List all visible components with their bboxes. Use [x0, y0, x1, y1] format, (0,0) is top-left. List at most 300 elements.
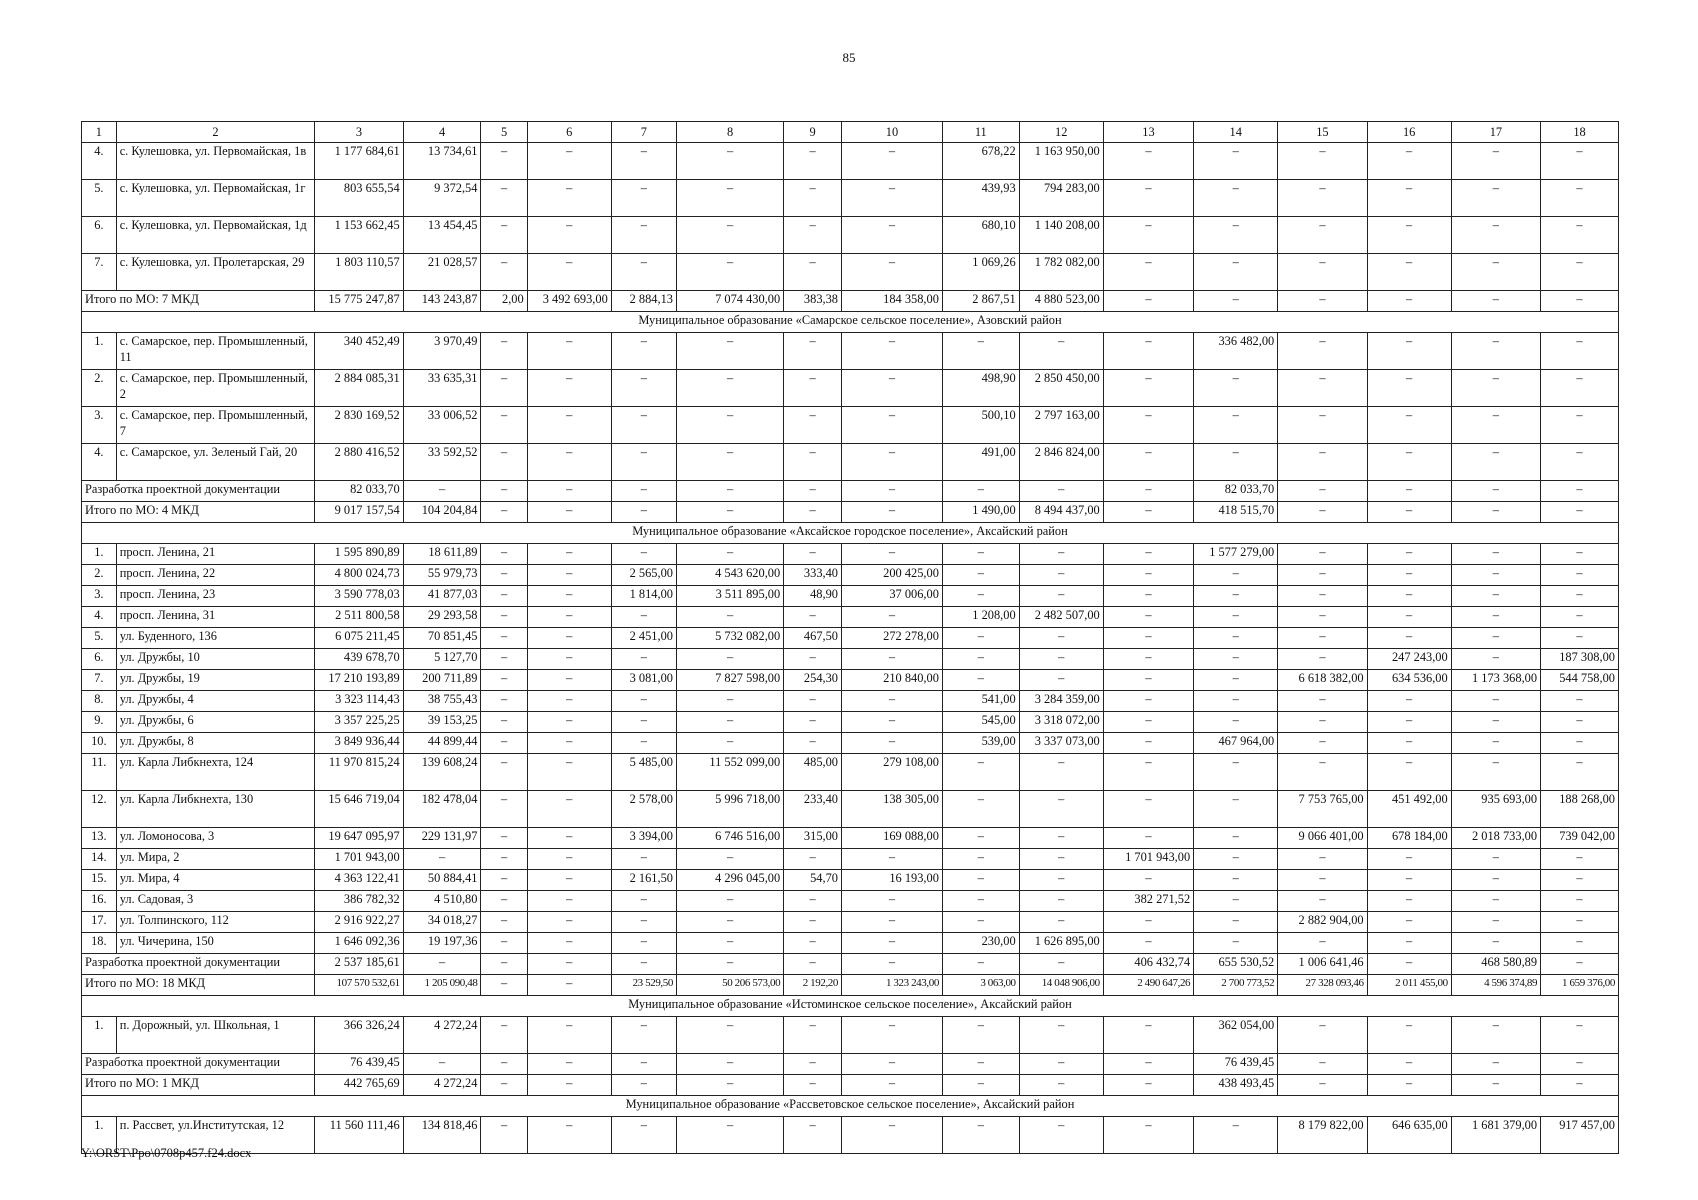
section-header-row: [82, 312, 1619, 333]
value-cell: 139 608,24: [403, 754, 481, 791]
value-cell: –: [1367, 180, 1451, 217]
value-cell: 467 964,00: [1194, 733, 1278, 754]
value-cell: –: [1019, 670, 1103, 691]
section-header-row: [82, 1096, 1619, 1117]
value-cell: –: [842, 649, 943, 670]
value-cell: 54,70: [784, 870, 842, 891]
value-cell: 70 851,45: [403, 628, 481, 649]
address-cell: с. Кулешовка, ул. Первомайская, 1г: [116, 180, 315, 217]
value-cell: –: [481, 254, 527, 291]
address-cell: ул. Садовая, 3: [116, 891, 315, 912]
value-cell: –: [1541, 143, 1619, 180]
value-cell: –: [1194, 912, 1278, 933]
value-cell: –: [611, 217, 676, 254]
value-cell: 386 782,32: [315, 891, 403, 912]
value-cell: –: [527, 1017, 611, 1054]
value-cell: –: [784, 1054, 842, 1075]
value-cell: –: [1278, 733, 1367, 754]
value-cell: –: [676, 933, 783, 954]
table-row: [82, 712, 1619, 733]
value-cell: –: [842, 544, 943, 565]
row-number: 6.: [82, 217, 117, 254]
value-cell: –: [1019, 754, 1103, 791]
value-cell: 143 243,87: [403, 291, 481, 312]
value-cell: 418 515,70: [1194, 502, 1278, 523]
address-cell: с. Кулешовка, ул. Пролетарская, 29: [116, 254, 315, 291]
column-number: 6: [527, 122, 611, 143]
value-cell: –: [1541, 712, 1619, 733]
value-cell: –: [1103, 1017, 1193, 1054]
summary-label: Итого по МО: 18 МКД: [82, 975, 315, 996]
value-cell: –: [1367, 870, 1451, 891]
value-cell: –: [527, 870, 611, 891]
value-cell: –: [481, 444, 527, 481]
table-row: [82, 143, 1619, 180]
value-cell: –: [1278, 481, 1367, 502]
row-number: 1.: [82, 333, 117, 370]
value-cell: –: [481, 586, 527, 607]
address-cell: ул. Дружбы, 4: [116, 691, 315, 712]
value-cell: –: [481, 975, 527, 996]
section-header-row: [82, 996, 1619, 1017]
value-cell: –: [1451, 607, 1540, 628]
value-cell: 366 326,24: [315, 1017, 403, 1054]
value-cell: –: [784, 544, 842, 565]
value-cell: 500,10: [942, 407, 1019, 444]
table-row: [82, 891, 1619, 912]
value-cell: –: [611, 1075, 676, 1096]
value-cell: 33 006,52: [403, 407, 481, 444]
value-cell: –: [1367, 254, 1451, 291]
value-cell: 439,93: [942, 180, 1019, 217]
address-cell: просп. Ленина, 22: [116, 565, 315, 586]
value-cell: –: [481, 217, 527, 254]
value-cell: 247 243,00: [1367, 649, 1451, 670]
value-cell: 541,00: [942, 691, 1019, 712]
value-cell: –: [784, 370, 842, 407]
column-number-row: [82, 122, 1619, 143]
value-cell: –: [1367, 143, 1451, 180]
value-cell: 467,50: [784, 628, 842, 649]
value-cell: –: [676, 370, 783, 407]
value-cell: –: [784, 481, 842, 502]
summary-row: [82, 975, 1619, 996]
value-cell: –: [403, 954, 481, 975]
value-cell: 6 618 382,00: [1278, 670, 1367, 691]
value-cell: 2 884 085,31: [315, 370, 403, 407]
value-cell: 2 578,00: [611, 791, 676, 828]
value-cell: 4 596 374,89: [1451, 975, 1540, 996]
value-cell: –: [1278, 649, 1367, 670]
value-cell: –: [481, 333, 527, 370]
value-cell: –: [481, 954, 527, 975]
value-cell: 2 830 169,52: [315, 407, 403, 444]
value-cell: 39 153,25: [403, 712, 481, 733]
table-row: [82, 754, 1619, 791]
value-cell: 1 208,00: [942, 607, 1019, 628]
value-cell: –: [481, 180, 527, 217]
address-cell: ул. Мира, 4: [116, 870, 315, 891]
table-row: [82, 733, 1619, 754]
table-row: [82, 912, 1619, 933]
value-cell: 3 284 359,00: [1019, 691, 1103, 712]
value-cell: 7 827 598,00: [676, 670, 783, 691]
value-cell: –: [527, 370, 611, 407]
value-cell: 1 323 243,00: [842, 975, 943, 996]
value-cell: –: [784, 912, 842, 933]
column-number: 18: [1541, 122, 1619, 143]
value-cell: 646 635,00: [1367, 1117, 1451, 1154]
value-cell: 11 552 099,00: [676, 754, 783, 791]
value-cell: –: [942, 954, 1019, 975]
value-cell: –: [942, 333, 1019, 370]
value-cell: –: [784, 691, 842, 712]
value-cell: –: [842, 481, 943, 502]
value-cell: –: [1194, 791, 1278, 828]
value-cell: –: [842, 143, 943, 180]
column-number: 10: [842, 122, 943, 143]
value-cell: 1 681 379,00: [1451, 1117, 1540, 1154]
row-number: 18.: [82, 933, 117, 954]
value-cell: 2 451,00: [611, 628, 676, 649]
row-number: 7.: [82, 670, 117, 691]
value-cell: –: [1278, 333, 1367, 370]
address-cell: ул. Дружбы, 19: [116, 670, 315, 691]
value-cell: –: [1451, 444, 1540, 481]
value-cell: –: [1451, 628, 1540, 649]
value-cell: 9 066 401,00: [1278, 828, 1367, 849]
value-cell: 279 108,00: [842, 754, 943, 791]
value-cell: –: [1451, 849, 1540, 870]
row-number: 3.: [82, 586, 117, 607]
value-cell: –: [1278, 180, 1367, 217]
table-row: [82, 870, 1619, 891]
value-cell: –: [784, 180, 842, 217]
value-cell: –: [1367, 444, 1451, 481]
value-cell: –: [611, 143, 676, 180]
value-cell: 655 530,52: [1194, 954, 1278, 975]
value-cell: 2 882 904,00: [1278, 912, 1367, 933]
value-cell: –: [1278, 565, 1367, 586]
value-cell: 3 318 072,00: [1019, 712, 1103, 733]
value-cell: –: [676, 1017, 783, 1054]
value-cell: –: [1367, 370, 1451, 407]
value-cell: –: [1278, 691, 1367, 712]
value-cell: –: [1278, 586, 1367, 607]
value-cell: –: [527, 712, 611, 733]
value-cell: –: [1451, 565, 1540, 586]
value-cell: –: [1194, 180, 1278, 217]
value-cell: –: [842, 254, 943, 291]
value-cell: 21 028,57: [403, 254, 481, 291]
value-cell: –: [1019, 791, 1103, 828]
value-cell: –: [1541, 407, 1619, 444]
value-cell: –: [676, 502, 783, 523]
value-cell: –: [611, 649, 676, 670]
value-cell: –: [481, 891, 527, 912]
value-cell: –: [1103, 670, 1193, 691]
value-cell: –: [784, 217, 842, 254]
value-cell: –: [1541, 954, 1619, 975]
value-cell: –: [1367, 333, 1451, 370]
value-cell: –: [481, 481, 527, 502]
value-cell: –: [1019, 628, 1103, 649]
address-cell: с. Кулешовка, ул. Первомайская, 1в: [116, 143, 315, 180]
value-cell: 1 490,00: [942, 502, 1019, 523]
value-cell: 6 746 516,00: [676, 828, 783, 849]
value-cell: 200 425,00: [842, 565, 943, 586]
value-cell: –: [784, 891, 842, 912]
value-cell: –: [1103, 291, 1193, 312]
row-number: 12.: [82, 791, 117, 828]
value-cell: –: [481, 1075, 527, 1096]
value-cell: –: [527, 1054, 611, 1075]
value-cell: –: [1194, 870, 1278, 891]
value-cell: –: [942, 481, 1019, 502]
table-row: [82, 565, 1619, 586]
value-cell: –: [611, 502, 676, 523]
value-cell: –: [1278, 502, 1367, 523]
value-cell: 19 647 095,97: [315, 828, 403, 849]
value-cell: 17 210 193,89: [315, 670, 403, 691]
value-cell: 2 161,50: [611, 870, 676, 891]
value-cell: 1 626 895,00: [1019, 933, 1103, 954]
value-cell: –: [1278, 254, 1367, 291]
value-cell: –: [1541, 1017, 1619, 1054]
row-number: 3.: [82, 407, 117, 444]
value-cell: –: [481, 407, 527, 444]
column-number: 16: [1367, 122, 1451, 143]
value-cell: –: [1541, 754, 1619, 791]
value-cell: –: [1541, 217, 1619, 254]
value-cell: 3 849 936,44: [315, 733, 403, 754]
value-cell: –: [481, 712, 527, 733]
value-cell: –: [481, 1017, 527, 1054]
row-number: 7.: [82, 254, 117, 291]
value-cell: 442 765,69: [315, 1075, 403, 1096]
value-cell: –: [1103, 933, 1193, 954]
value-cell: 2 511 800,58: [315, 607, 403, 628]
value-cell: –: [1019, 481, 1103, 502]
value-cell: 134 818,46: [403, 1117, 481, 1154]
value-cell: –: [527, 254, 611, 291]
address-cell: с. Самарское, пер. Промышленный, 2: [116, 370, 315, 407]
address-cell: ул. Дружбы, 10: [116, 649, 315, 670]
value-cell: –: [1019, 333, 1103, 370]
value-cell: –: [1194, 291, 1278, 312]
value-cell: –: [842, 1075, 943, 1096]
address-cell: ул. Дружбы, 6: [116, 712, 315, 733]
value-cell: –: [842, 444, 943, 481]
value-cell: –: [527, 649, 611, 670]
value-cell: –: [1541, 1075, 1619, 1096]
value-cell: 41 877,03: [403, 586, 481, 607]
row-number: 5.: [82, 628, 117, 649]
table-row: [82, 1117, 1619, 1154]
value-cell: 2,00: [481, 291, 527, 312]
value-cell: –: [784, 607, 842, 628]
value-cell: 11 560 111,46: [315, 1117, 403, 1154]
table-row: [82, 628, 1619, 649]
value-cell: –: [842, 370, 943, 407]
value-cell: 3 063,00: [942, 975, 1019, 996]
value-cell: –: [842, 407, 943, 444]
value-cell: –: [676, 254, 783, 291]
summary-row: [82, 954, 1619, 975]
section-title: Муниципальное образование «Рассветовское сельское поселение», Аксайский район: [82, 1096, 1619, 1117]
row-number: 14.: [82, 849, 117, 870]
value-cell: –: [1019, 565, 1103, 586]
value-cell: –: [942, 1054, 1019, 1075]
value-cell: 15 646 719,04: [315, 791, 403, 828]
value-cell: 76 439,45: [315, 1054, 403, 1075]
value-cell: –: [527, 912, 611, 933]
value-cell: –: [1019, 649, 1103, 670]
value-cell: –: [527, 502, 611, 523]
value-cell: –: [527, 1117, 611, 1154]
value-cell: –: [942, 754, 1019, 791]
value-cell: 2 565,00: [611, 565, 676, 586]
value-cell: –: [1019, 544, 1103, 565]
section-title: Муниципальное образование «Аксайское городское поселение», Аксайский район: [82, 523, 1619, 544]
value-cell: –: [1451, 180, 1540, 217]
value-cell: –: [1541, 1054, 1619, 1075]
value-cell: 3 394,00: [611, 828, 676, 849]
value-cell: –: [481, 1054, 527, 1075]
value-cell: –: [1194, 217, 1278, 254]
value-cell: –: [1103, 1054, 1193, 1075]
value-cell: –: [527, 586, 611, 607]
column-number: 1: [82, 122, 117, 143]
value-cell: –: [611, 891, 676, 912]
value-cell: –: [1367, 291, 1451, 312]
value-cell: –: [611, 607, 676, 628]
value-cell: –: [527, 791, 611, 828]
value-cell: –: [1103, 544, 1193, 565]
value-cell: 15 775 247,87: [315, 291, 403, 312]
value-cell: –: [1451, 1054, 1540, 1075]
value-cell: 3 081,00: [611, 670, 676, 691]
value-cell: –: [784, 733, 842, 754]
value-cell: –: [1019, 1117, 1103, 1154]
value-cell: –: [784, 143, 842, 180]
row-number: 11.: [82, 754, 117, 791]
value-cell: –: [1278, 849, 1367, 870]
value-cell: 1 205 090,48: [403, 975, 481, 996]
value-cell: –: [1541, 933, 1619, 954]
value-cell: –: [1451, 407, 1540, 444]
value-cell: –: [1367, 954, 1451, 975]
row-number: 1.: [82, 1017, 117, 1054]
value-cell: 680,10: [942, 217, 1019, 254]
value-cell: 2 846 824,00: [1019, 444, 1103, 481]
table-row: [82, 649, 1619, 670]
value-cell: –: [1103, 712, 1193, 733]
value-cell: 1 595 890,89: [315, 544, 403, 565]
table-row: [82, 849, 1619, 870]
value-cell: –: [527, 849, 611, 870]
value-cell: –: [1367, 502, 1451, 523]
value-cell: –: [1103, 180, 1193, 217]
value-cell: –: [676, 444, 783, 481]
value-cell: –: [481, 870, 527, 891]
value-cell: –: [1194, 370, 1278, 407]
row-number: 2.: [82, 370, 117, 407]
value-cell: –: [942, 1075, 1019, 1096]
value-cell: 1 153 662,45: [315, 217, 403, 254]
value-cell: –: [1367, 933, 1451, 954]
value-cell: –: [611, 544, 676, 565]
value-cell: 5 732 082,00: [676, 628, 783, 649]
value-cell: –: [1541, 502, 1619, 523]
value-cell: 485,00: [784, 754, 842, 791]
row-number: 9.: [82, 712, 117, 733]
value-cell: –: [1367, 628, 1451, 649]
value-cell: –: [1367, 407, 1451, 444]
address-cell: ул. Карла Либкнехта, 130: [116, 791, 315, 828]
section-title: Муниципальное образование «Истоминское сельское поселение», Аксайский район: [82, 996, 1619, 1017]
value-cell: –: [1194, 1117, 1278, 1154]
value-cell: –: [527, 217, 611, 254]
value-cell: –: [1451, 254, 1540, 291]
value-cell: –: [1103, 370, 1193, 407]
value-cell: 678,22: [942, 143, 1019, 180]
value-cell: –: [1541, 291, 1619, 312]
table-row: [82, 407, 1619, 444]
value-cell: –: [784, 502, 842, 523]
value-cell: –: [527, 481, 611, 502]
value-cell: 3 357 225,25: [315, 712, 403, 733]
value-cell: 1 701 943,00: [315, 849, 403, 870]
value-cell: –: [527, 607, 611, 628]
page-number: 85: [842, 50, 856, 65]
address-cell: с. Самарское, пер. Промышленный, 11: [116, 333, 315, 370]
value-cell: –: [481, 912, 527, 933]
value-cell: –: [1451, 733, 1540, 754]
value-cell: –: [1278, 407, 1367, 444]
value-cell: –: [1103, 691, 1193, 712]
value-cell: –: [1451, 143, 1540, 180]
section-header-row: [82, 523, 1619, 544]
value-cell: –: [1451, 291, 1540, 312]
value-cell: –: [842, 502, 943, 523]
value-cell: 3 492 693,00: [527, 291, 611, 312]
value-cell: –: [1451, 912, 1540, 933]
value-cell: –: [527, 828, 611, 849]
file-path-footer: Y:\ORST\Ppo\0708p457.f24.docx: [81, 1146, 252, 1160]
value-cell: –: [1278, 291, 1367, 312]
value-cell: –: [1541, 444, 1619, 481]
value-cell: –: [527, 628, 611, 649]
value-cell: –: [611, 254, 676, 291]
value-cell: –: [1103, 407, 1193, 444]
value-cell: –: [842, 691, 943, 712]
address-cell: ул. Ломоносова, 3: [116, 828, 315, 849]
value-cell: –: [1103, 143, 1193, 180]
value-cell: 1 701 943,00: [1103, 849, 1193, 870]
address-cell: просп. Ленина, 31: [116, 607, 315, 628]
value-cell: 1 163 950,00: [1019, 143, 1103, 180]
value-cell: –: [611, 1117, 676, 1154]
value-cell: –: [481, 607, 527, 628]
column-number: 3: [315, 122, 403, 143]
value-cell: –: [527, 444, 611, 481]
value-cell: 451 492,00: [1367, 791, 1451, 828]
summary-row: [82, 1075, 1619, 1096]
address-cell: п. Дорожный, ул. Школьная, 1: [116, 1017, 315, 1054]
value-cell: –: [1194, 828, 1278, 849]
value-cell: –: [1367, 565, 1451, 586]
